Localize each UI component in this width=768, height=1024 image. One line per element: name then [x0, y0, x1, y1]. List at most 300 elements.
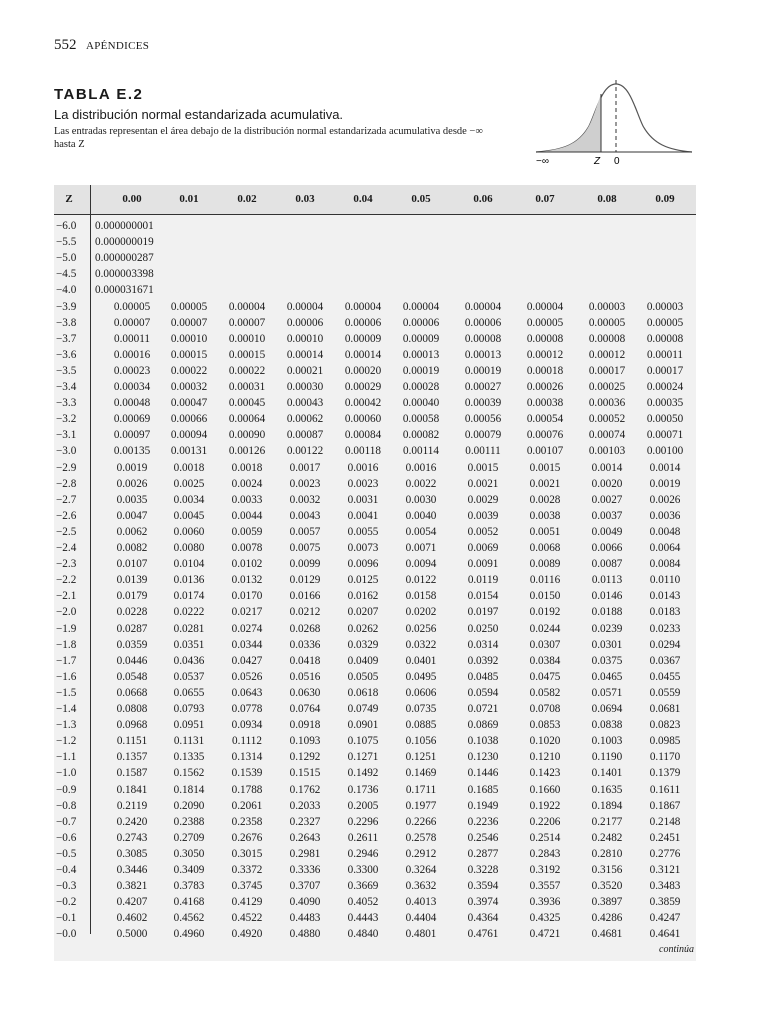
z-value-cell: −3.4: [56, 381, 77, 393]
probability-cell: 0.2912: [405, 847, 437, 860]
probability-cell: 0.1210: [529, 751, 561, 764]
probability-cell: 0.0031: [347, 493, 379, 506]
probability-cell: 0.0869: [467, 719, 499, 732]
probability-cell: 0.0262: [347, 622, 379, 635]
table-row: [54, 524, 696, 540]
z-value-cell: −3.6: [56, 348, 77, 361]
probability-cell: 0.0188: [591, 606, 623, 619]
probability-cell: 0.1357: [116, 751, 148, 764]
probability-cell: 0.0192: [529, 606, 561, 619]
probability-cell: 0.00042: [344, 397, 382, 410]
probability-cell: 0.00066: [170, 413, 208, 426]
probability-cell: 0.0017: [289, 461, 321, 474]
probability-cell: 0.00017: [646, 364, 684, 377]
probability-cell: 0.0055: [347, 525, 379, 538]
probability-cell: 0.2451: [649, 831, 681, 844]
z-value-cell: −1.9: [56, 622, 77, 635]
zero-label: 0: [614, 156, 620, 167]
probability-cell: 0.00019: [402, 364, 440, 377]
probability-cell: 0.00008: [526, 332, 564, 345]
table-row: [54, 540, 696, 556]
probability-cell: 0.0582: [529, 686, 561, 699]
probability-cell: 0.0655: [173, 686, 205, 699]
table-row: [54, 282, 696, 298]
probability-cell: 0.0110: [649, 574, 681, 587]
z-value-cell: −2.7: [56, 493, 77, 506]
probability-cell: 0.0015: [529, 461, 561, 474]
probability-cell: 0.000031671: [95, 284, 154, 297]
probability-cell: 0.0129: [289, 574, 321, 587]
z-value-cell: −1.0: [56, 767, 77, 780]
table-row: [54, 347, 696, 363]
probability-cell: 0.0197: [467, 606, 499, 619]
probability-cell: 0.0630: [289, 686, 321, 699]
probability-cell: 0.1949: [467, 799, 499, 812]
minus-infinity-label: −∞: [536, 156, 549, 167]
probability-cell: 0.0322: [405, 638, 437, 651]
probability-cell: 0.00008: [646, 332, 684, 345]
probability-cell: 0.0418: [289, 654, 321, 667]
probability-cell: 0.2546: [467, 831, 499, 844]
z-value-cell: −1.6: [56, 670, 77, 683]
probability-cell: 0.2709: [173, 831, 205, 844]
column-header: 0.03: [295, 193, 315, 205]
probability-cell: 0.0023: [347, 477, 379, 490]
probability-cell: 0.0643: [231, 686, 263, 699]
z-value-cell: −0.0: [56, 928, 77, 941]
probability-cell: 0.1611: [649, 783, 681, 796]
probability-cell: 0.0068: [529, 542, 561, 554]
probability-cell: 0.3594: [467, 880, 499, 893]
probability-cell: 0.0021: [529, 477, 561, 490]
probability-cell: 0.0934: [231, 719, 263, 732]
z-value-cell: −2.5: [56, 525, 77, 538]
table-row: [54, 363, 696, 379]
probability-cell: 0.00031: [228, 381, 266, 393]
probability-cell: 0.0066: [591, 542, 623, 554]
table-row: [54, 492, 696, 508]
probability-cell: 0.0212: [289, 606, 321, 619]
probability-cell: 0.4404: [405, 912, 437, 925]
probability-cell: 0.0401: [405, 654, 437, 667]
probability-cell: 0.00131: [170, 445, 208, 458]
probability-cell: 0.0062: [116, 525, 148, 538]
probability-cell: 0.0301: [591, 638, 623, 651]
z-value-cell: −1.1: [56, 751, 77, 764]
probability-cell: 0.00010: [228, 332, 266, 345]
probability-cell: 0.0091: [467, 558, 499, 571]
column-header: 0.00: [122, 193, 142, 205]
probability-cell: 0.4325: [529, 912, 561, 925]
probability-cell: 0.00114: [403, 445, 439, 458]
table-row: [54, 331, 696, 347]
probability-cell: 0.00012: [526, 348, 564, 361]
column-header: 0.06: [473, 193, 493, 205]
table-row: [54, 862, 696, 878]
probability-cell: 0.1469: [405, 767, 437, 780]
probability-cell: 0.0250: [467, 622, 499, 635]
probability-cell: 0.0170: [231, 590, 263, 603]
probability-cell: 0.00007: [113, 316, 151, 329]
z-value-cell: −1.2: [56, 735, 77, 748]
probability-cell: 0.00122: [286, 445, 324, 458]
probability-cell: 0.00004: [464, 300, 502, 313]
z-value-cell: −3.1: [56, 429, 77, 442]
z-value-cell: −0.5: [56, 847, 77, 860]
probability-cell: 0.0158: [405, 590, 437, 603]
probability-cell: 0.0044: [231, 509, 263, 522]
probability-cell: 0.4840: [347, 928, 379, 941]
table-row: [54, 604, 696, 620]
table-row: [54, 234, 696, 250]
probability-cell: 0.2327: [289, 815, 321, 828]
z-value-cell: −1.8: [56, 638, 77, 651]
probability-cell: 0.0217: [231, 606, 263, 619]
probability-cell: 0.00003: [646, 300, 684, 313]
table-row: [54, 443, 696, 459]
table-row: [54, 653, 696, 669]
probability-cell: 0.00097: [113, 429, 151, 442]
probability-cell: 0.0104: [173, 558, 205, 571]
probability-cell: 0.3192: [529, 864, 561, 876]
probability-cell: 0.0052: [467, 525, 499, 538]
probability-cell: 0.2514: [529, 831, 561, 844]
probability-cell: 0.0505: [347, 670, 379, 683]
section-title: APÉNDICES: [86, 40, 150, 52]
probability-cell: 0.00084: [344, 429, 382, 442]
probability-cell: 0.00100: [646, 445, 684, 458]
probability-cell: 0.00022: [170, 364, 208, 377]
probability-cell: 0.3409: [173, 864, 205, 876]
probability-cell: 0.000000001: [95, 220, 154, 232]
probability-cell: 0.0162: [347, 590, 379, 603]
probability-cell: 0.0179: [116, 590, 148, 603]
probability-cell: 0.0853: [529, 719, 561, 732]
probability-cell: 0.0073: [347, 542, 379, 554]
probability-cell: 0.3707: [289, 880, 321, 893]
table-row: [54, 685, 696, 701]
probability-cell: 0.0034: [173, 493, 205, 506]
probability-cell: 0.3936: [529, 896, 561, 909]
probability-cell: 0.00040: [402, 397, 440, 410]
probability-cell: 0.00052: [588, 413, 626, 426]
probability-cell: 0.0968: [116, 719, 148, 732]
probability-cell: 0.0207: [347, 606, 379, 619]
probability-cell: 0.00028: [402, 381, 440, 393]
table-row: [54, 572, 696, 588]
probability-cell: 0.0548: [116, 670, 148, 683]
table-row: [54, 846, 696, 862]
probability-cell: 0.0116: [529, 574, 561, 587]
probability-cell: 0.0465: [591, 670, 623, 683]
probability-cell: 0.00071: [646, 429, 684, 442]
probability-cell: 0.1271: [347, 751, 379, 764]
probability-cell: 0.0154: [467, 590, 499, 603]
probability-cell: 0.0359: [116, 638, 148, 651]
probability-cell: 0.0037: [591, 509, 623, 522]
probability-cell: 0.0096: [347, 558, 379, 571]
probability-cell: 0.00024: [646, 381, 684, 393]
probability-cell: 0.1230: [467, 751, 499, 764]
probability-cell: 0.0043: [289, 509, 321, 522]
probability-cell: 0.00006: [402, 316, 440, 329]
probability-cell: 0.2420: [116, 815, 148, 828]
probability-cell: 0.0281: [173, 622, 205, 635]
z-value-cell: −2.1: [56, 590, 77, 603]
probability-cell: 0.1587: [116, 767, 148, 780]
probability-cell: 0.2578: [405, 831, 437, 844]
column-header-z: Z: [65, 193, 73, 205]
probability-cell: 0.2482: [591, 831, 623, 844]
column-header: 0.04: [353, 193, 373, 205]
probability-cell: 0.00019: [464, 364, 502, 377]
probability-cell: 0.0274: [231, 622, 263, 635]
z-value-cell: −3.7: [56, 332, 77, 345]
probability-cell: 0.2033: [289, 799, 321, 812]
probability-cell: 0.3783: [173, 880, 205, 893]
probability-cell: 0.1056: [405, 735, 437, 748]
z-value-cell: −2.6: [56, 509, 77, 522]
table-row: [54, 395, 696, 411]
probability-cell: 0.0036: [649, 509, 681, 522]
probability-cell: 0.1335: [173, 751, 205, 764]
probability-cell: 0.0409: [347, 654, 379, 667]
probability-cell: 0.0606: [405, 686, 437, 699]
probability-cell: 0.00005: [526, 316, 564, 329]
probability-cell: 0.00004: [526, 300, 564, 313]
probability-cell: 0.00010: [286, 332, 324, 345]
probability-cell: 0.0233: [649, 622, 681, 635]
probability-cell: 0.2061: [231, 799, 263, 812]
probability-cell: 0.0125: [347, 574, 379, 587]
probability-cell: 0.1131: [173, 735, 205, 748]
table-row: [54, 315, 696, 331]
probability-cell: 0.4247: [649, 912, 681, 925]
probability-cell: 0.00012: [588, 348, 626, 361]
z-value-cell: −2.9: [56, 461, 77, 474]
table-description: Las entradas representan el área debajo de la distribución normal estandarizada acumulativa desde −∞ hasta Z: [54, 126, 483, 150]
probability-cell: 0.0823: [649, 719, 681, 732]
probability-cell: 0.0026: [649, 493, 681, 506]
probability-cell: 0.00011: [647, 348, 683, 361]
probability-cell: 0.2643: [289, 831, 321, 844]
probability-cell: 0.1075: [347, 735, 379, 748]
probability-cell: 0.1170: [649, 751, 681, 764]
probability-cell: 0.00027: [464, 381, 502, 393]
probability-cell: 0.00005: [646, 316, 684, 329]
probability-cell: 0.0080: [173, 542, 205, 554]
table-row: [54, 926, 696, 942]
probability-cell: 0.3446: [116, 864, 148, 876]
probability-cell: 0.0307: [529, 638, 561, 651]
probability-cell: 0.0054: [405, 525, 437, 538]
probability-cell: 0.00021: [286, 364, 324, 377]
table-row: [54, 476, 696, 492]
probability-cell: 0.00006: [344, 316, 382, 329]
probability-cell: 0.0132: [231, 574, 263, 587]
probability-cell: 0.0075: [289, 542, 321, 554]
z-value-cell: −0.2: [56, 896, 77, 909]
probability-cell: 0.1423: [529, 767, 561, 780]
probability-cell: 0.00020: [344, 364, 382, 377]
probability-cell: 0.2776: [649, 847, 681, 860]
probability-cell: 0.4960: [173, 928, 205, 941]
table-row: [54, 218, 696, 234]
probability-cell: 0.1762: [289, 783, 321, 796]
probability-cell: 0.1292: [289, 751, 321, 764]
probability-cell: 0.0174: [173, 590, 205, 603]
probability-cell: 0.4168: [173, 896, 205, 909]
probability-cell: 0.00006: [464, 316, 502, 329]
probability-cell: 0.00009: [402, 332, 440, 345]
table-row: [54, 733, 696, 749]
table-row: [54, 411, 696, 427]
probability-cell: 0.0018: [173, 461, 205, 474]
probability-cell: 0.0708: [529, 703, 561, 715]
probability-cell: 0.1151: [116, 735, 148, 748]
z-value-cell: −3.8: [56, 316, 77, 329]
table-row: [54, 379, 696, 395]
probability-cell: 0.1112: [232, 735, 262, 748]
probability-cell: 0.00054: [526, 413, 564, 426]
probability-cell: 0.00005: [113, 300, 151, 313]
probability-cell: 0.00022: [228, 364, 266, 377]
probability-cell: 0.0084: [649, 558, 681, 571]
probability-cell: 0.3557: [529, 880, 561, 893]
table-row: [54, 556, 696, 572]
probability-cell: 0.0099: [289, 558, 321, 571]
probability-cell: 0.0485: [467, 670, 499, 683]
probability-cell: 0.1711: [405, 783, 437, 796]
probability-cell: 0.0136: [173, 574, 205, 587]
probability-cell: 0.00026: [526, 381, 564, 393]
z-value-cell: −3.9: [56, 300, 77, 313]
probability-cell: 0.0026: [116, 477, 148, 490]
probability-cell: 0.2005: [347, 799, 379, 812]
probability-cell: 0.0035: [116, 493, 148, 506]
probability-cell: 0.0113: [591, 574, 623, 587]
probability-cell: 0.0022: [405, 477, 437, 490]
probability-cell: 0.0059: [231, 525, 263, 538]
probability-cell: 0.0749: [347, 703, 379, 715]
probability-cell: 0.0287: [116, 622, 148, 635]
probability-cell: 0.00016: [113, 348, 151, 361]
probability-cell: 0.2877: [467, 847, 499, 860]
probability-cell: 0.3085: [116, 847, 148, 860]
probability-cell: 0.00013: [402, 348, 440, 361]
probability-cell: 0.0681: [649, 703, 681, 715]
probability-cell: 0.00018: [526, 364, 564, 377]
table-row: [54, 669, 696, 685]
probability-cell: 0.0018: [231, 461, 263, 474]
probability-cell: 0.4052: [347, 896, 379, 909]
probability-cell: 0.0028: [529, 493, 561, 506]
probability-cell: 0.0014: [591, 461, 623, 474]
probability-cell: 0.00118: [345, 445, 381, 458]
z-label: Z: [594, 156, 601, 167]
table-row: [54, 782, 696, 798]
probability-cell: 0.0143: [649, 590, 681, 603]
probability-cell: 0.00039: [464, 397, 502, 410]
probability-cell: 0.0985: [649, 735, 681, 748]
probability-cell: 0.3015: [231, 847, 263, 860]
table-row: [54, 588, 696, 604]
probability-cell: 0.1841: [116, 783, 148, 796]
probability-cell: 0.00008: [588, 332, 626, 345]
probability-cell: 0.4443: [347, 912, 379, 925]
probability-cell: 0.4483: [289, 912, 321, 925]
probability-cell: 0.0024: [231, 477, 263, 490]
probability-cell: 0.0048: [649, 525, 681, 538]
probability-cell: 0.0268: [289, 622, 321, 635]
probability-cell: 0.1562: [173, 767, 205, 780]
probability-cell: 0.00069: [113, 413, 151, 426]
probability-cell: 0.0885: [405, 719, 437, 732]
probability-cell: 0.1020: [529, 735, 561, 748]
probability-cell: 0.00038: [526, 397, 564, 410]
probability-cell: 0.0102: [231, 558, 263, 571]
probability-cell: 0.0367: [649, 654, 681, 667]
probability-cell: 0.00009: [344, 332, 382, 345]
probability-cell: 0.0021: [467, 477, 499, 490]
probability-cell: 0.4761: [467, 928, 499, 941]
probability-cell: 0.0032: [289, 493, 321, 506]
probability-cell: 0.3050: [173, 847, 205, 860]
probability-cell: 0.00043: [286, 397, 324, 410]
probability-cell: 0.0038: [529, 509, 561, 522]
z-value-cell: −4.0: [56, 284, 77, 297]
probability-cell: 0.00090: [228, 429, 266, 442]
column-header: 0.01: [179, 193, 199, 205]
probability-cell: 0.0023: [289, 477, 321, 490]
z-value-cell: −0.8: [56, 799, 77, 812]
probability-cell: 0.00008: [464, 332, 502, 345]
probability-cell: 0.0239: [591, 622, 623, 635]
probability-cell: 0.0146: [591, 590, 623, 603]
probability-cell: 0.3632: [405, 880, 437, 893]
probability-cell: 0.0078: [231, 542, 263, 554]
probability-cell: 0.0039: [467, 509, 499, 522]
probability-cell: 0.0087: [591, 558, 623, 571]
z-value-cell: −2.2: [56, 574, 77, 587]
probability-cell: 0.3156: [591, 864, 623, 876]
probability-cell: 0.00050: [646, 413, 684, 426]
probability-cell: 0.4090: [289, 896, 321, 909]
probability-cell: 0.0256: [405, 622, 437, 635]
probability-cell: 0.4880: [289, 928, 321, 941]
probability-cell: 0.0166: [289, 590, 321, 603]
normal-distribution-table: [54, 185, 696, 961]
probability-cell: 0.3372: [231, 864, 263, 876]
column-header: 0.05: [411, 193, 431, 205]
probability-cell: 0.00004: [286, 300, 324, 313]
page-number: 552: [54, 37, 77, 53]
table-header-row: [54, 185, 696, 214]
probability-cell: 0.0019: [649, 477, 681, 490]
probability-cell: 0.00003: [588, 300, 626, 313]
probability-cell: 0.0694: [591, 703, 623, 715]
probability-cell: 0.1788: [231, 783, 263, 796]
probability-cell: 0.00076: [526, 429, 564, 442]
probability-cell: 0.00011: [114, 332, 150, 345]
probability-cell: 0.1814: [173, 783, 205, 796]
probability-cell: 0.0427: [231, 654, 263, 667]
probability-cell: 0.0049: [591, 525, 623, 538]
probability-cell: 0.3859: [649, 896, 681, 909]
page-header: [54, 37, 149, 54]
probability-cell: 0.0029: [467, 493, 499, 506]
probability-cell: 0.1314: [231, 751, 263, 764]
